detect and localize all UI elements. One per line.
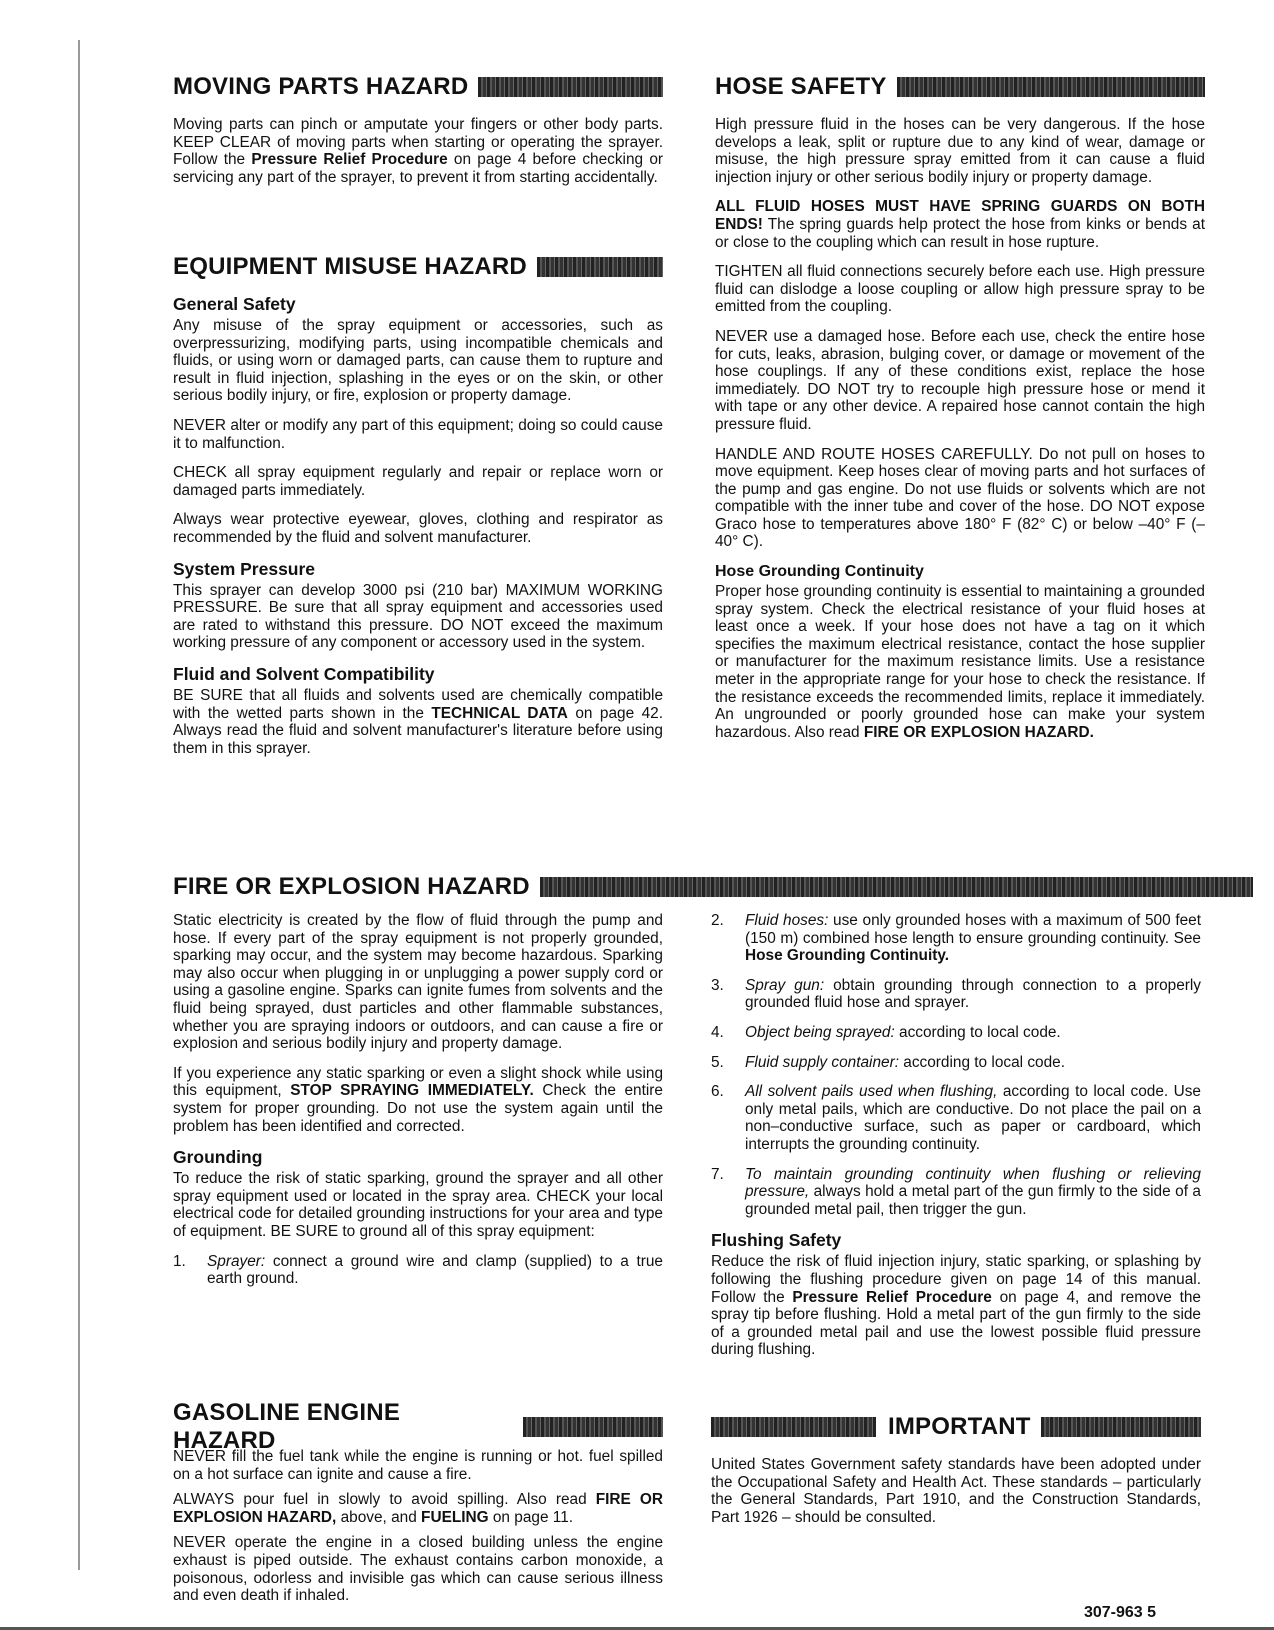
hose-safety-title: HOSE SAFETY [715, 73, 887, 100]
fluid-compat-text: BE SURE that all fluids and solvents used are chemically compatible with the wetted parts shown in the TECHNICAL DATA on page 42. Always read the fluid and solvent manufacturer's literature before using them in this sprayer. [173, 686, 664, 757]
hose-safety-p5: HANDLE AND ROUTE HOSES CAREFULLY. Do not pull on hoses to move equipment. Keep hoses clear of moving parts and hot surfaces of the pump and gas engine. Do not use fluids or solvents which are not compatible with the inner tube and cover of the hose. DO NOT expose Graco hose to temperatures above 180° F (82° C) or below –40° F (–40° C). [715, 445, 1205, 551]
header-bar [478, 77, 663, 97]
fire-p2: If you experience any static sparking or even a slight shock while using this equipment, STOP SPRAYING IMMEDIATELY. Check the entire system for proper grounding. Do not use the system again until the problem has been identified and corrected. [173, 1064, 663, 1135]
important-title: IMPORTANT [888, 1413, 1031, 1440]
general-safety-heading: General Safety [173, 294, 296, 314]
important-text: United States Government safety standards have been adopted under the Occupational Safety and Health Act. These standards – particularly the General Standards, Part 1910, and the Construction Standards, Part 1926 – should be consulted. [711, 1456, 1201, 1526]
list-item: 2. Fluid hoses: use only grounded hoses with a maximum of 500 feet (150 m) combined hose length to ensure grounding continuity. See Hose Grounding Continuity. [711, 912, 1201, 965]
flushing-heading: Flushing Safety [711, 1230, 842, 1251]
list-item: 1. Sprayer: connect a ground wire and clamp (supplied) to a true earth ground. [173, 1252, 663, 1288]
gasoline-p1: NEVER fill the fuel tank while the engine is running or hot. fuel spilled on a hot surface can ignite and cause a fire. [173, 1448, 663, 1483]
hose-grounding-heading: Hose Grounding Continuity [715, 563, 924, 581]
gasoline-title: GASOLINE ENGINE HAZARD [173, 1399, 401, 1454]
moving-parts-section [173, 72, 663, 198]
general-safety-p4: Always wear protective eyewear, gloves, clothing and respirator as recommended by the fluid and solvent manufacturer. [173, 511, 663, 546]
system-pressure-text: This sprayer can develop 3000 psi (210 bar) MAXIMUM WORKING PRESSURE. Be sure that all spray equipment and accessories used are rated to withstand this pressure. DO NOT exceed the maximum working pressure of any component or accessory used in the system. [173, 581, 663, 652]
page-number: 307-963 5 [1083, 1604, 1156, 1621]
header-bar [537, 257, 663, 277]
gasoline-p2: ALWAYS pour fuel in slowly to avoid spilling. Also read FIRE OR EXPLOSION HAZARD, above, and FUELING on page 11. [173, 1491, 664, 1526]
grounding-heading: Grounding [173, 1147, 263, 1168]
flushing-text: Reduce the risk of fluid injection injury, static sparking, or splashing by following the flushing procedure given on page 14 of this manual. Follow the Pressure Relief Procedure on page 4, and remove the spray tip before flushing. Hold a metal part of the gun firmly to the side of a grounded metal pail and use the lowest possible fluid pressure during flushing. [711, 1253, 1201, 1359]
general-safety-p2: NEVER alter or modify any part of this equipment; doing so could cause it to malfunction. [173, 416, 663, 452]
header-bar [711, 1417, 876, 1437]
gasoline-section [173, 1399, 664, 1617]
hose-safety-p2: ALL FLUID HOSES MUST HAVE SPRING GUARDS ON BOTH ENDS! The spring guards help protect the hose from kinks or bends at or close to the coupling which can result in hose rupture. [715, 198, 1205, 251]
section-header [173, 252, 663, 282]
equipment-misuse-section [173, 252, 663, 769]
fire-right-column [711, 912, 1201, 1371]
grounding-text: To reduce the risk of static sparking, ground the sprayer and all other spray equipment used or located in the spray area. CHECK your local electrical code for detailed grounding instructions for your area and type of equipment. BE SURE to ground all of this spray equipment: [173, 1170, 663, 1240]
important-section [711, 1412, 1201, 1538]
grounding-list-right [711, 912, 1201, 1218]
moving-parts-title: MOVING PARTS HAZARD [173, 73, 469, 100]
fire-title: FIRE OR EXPLOSION HAZARD [173, 873, 530, 900]
fire-p1: Static electricity is created by the flow of fluid through the pump and hose. If every part of the spray equipment is not properly grounded, sparking may occur, and the system may become hazardous. Sparking may also occur when plugging in or unplugging a power supply cord or using a gasoline engine. Sparks can ignite fumes from solvents and the fluid being sprayed, dust particles and other flammable substances, whether you are spraying indoors or outdoors, and can cause a fire or explosion and serious bodily injury and property damage. [173, 912, 663, 1053]
system-pressure-heading: System Pressure [173, 558, 316, 579]
header-bar [540, 877, 1253, 897]
list-item: 4. Object being sprayed: according to local code. [711, 1023, 1061, 1041]
section-header [173, 72, 663, 102]
fire-left-column [173, 912, 663, 1300]
hose-safety-p1: High pressure fluid in the hoses can be very dangerous. If the hose develops a leak, split or rupture due to any kind of wear, damage or misuse, the high pressure spray emitted from it can cause a fluid injection injury or other serious bodily injury or property damage. [715, 116, 1205, 186]
section-header [715, 72, 1205, 102]
hose-safety-p3: TIGHTEN all fluid connections securely before each use. High pressure fluid can dislodge a loose coupling or allow high pressure spray to be emitted from the coupling. [715, 263, 1205, 316]
list-item: 7. To maintain grounding continuity when flushing or relieving pressure, always hold a metal part of the gun firmly to the side of a grounded metal pail, then trigger the gun. [711, 1165, 1201, 1218]
general-safety-p3: CHECK all spray equipment regularly and repair or replace worn or damaged parts immediately. [173, 464, 663, 499]
header-bar [897, 77, 1205, 97]
hose-safety-section [715, 72, 1205, 753]
general-safety-p1: Any misuse of the spray equipment or accessories, such as overpressurizing, modifying parts, using incompatible chemicals and fluids, or using worn or damaged parts, can cause them to rupture and result in fluid injection, splashing in the eyes or on the skin, or other serious bodily injury, or fire, explosion or property damage. [173, 317, 663, 405]
gasoline-p3: NEVER operate the engine in a closed building unless the engine exhaust is piped outside. The exhaust contains carbon monoxide, a poisonous, odorless and invisible gas which can cause serious illness and even death if inhaled. [173, 1534, 663, 1605]
section-header [173, 1399, 663, 1454]
list-item: 6. All solvent pails used when flushing, according to local code. Use only metal pails, which are conductive. Do not place the pail on a non–conductive surface, such as paper or cardboard, which interrupts the grounding continuity. [711, 1083, 1201, 1153]
header-bar [1041, 1417, 1201, 1437]
fire-header [173, 872, 1253, 902]
fluid-compat-heading: Fluid and Solvent Compatibility [173, 663, 435, 684]
header-bar [523, 1417, 663, 1437]
page-edge-line [78, 40, 80, 1570]
section-header [711, 1412, 1201, 1442]
list-item: 5. Fluid supply container: according to local code. [711, 1053, 1065, 1071]
hose-grounding-text: Proper hose grounding continuity is essential to maintaining a grounded spray system. Check the electrical resistance of your fluid hoses at least once a week. If your hose does not have a tag on it which specifies the maximum electrical resistance, contact the hose supplier or manufacturer for the maximum resistance limits. Use a resistance meter in the appropriate range for your hose to check the resistance. If the resistance exceeds the recommended limits, replace it immediately. An ungrounded or poorly grounded hose can make your system hazardous. Also read FIRE OR EXPLOSION HAZARD. [715, 583, 1205, 741]
moving-parts-text: Moving parts can pinch or amputate your fingers or other body parts. KEEP CLEAR of moving parts when starting or operating the sprayer. Follow the Pressure Relief Procedure on page 4 before checking or servicing any part of the sprayer, to prevent it from starting accidentally. [173, 116, 663, 186]
hose-safety-p4: NEVER use a damaged hose. Before each use, check the entire hose for cuts, leaks, abrasion, bulging cover, or damage or movement of the hose couplings. If any of these conditions exist, replace the hose immediately. DO NOT try to recouple high pressure hose or mend it with tape or any other device. A repaired hose cannot contain the high pressure fluid. [715, 327, 1205, 433]
grounding-list-left [173, 1253, 663, 1288]
list-item: 3. Spray gun: obtain grounding through connection to a properly grounded fluid hose and sprayer. [711, 976, 1202, 1012]
equipment-misuse-title: EQUIPMENT MISUSE HAZARD [173, 253, 527, 280]
